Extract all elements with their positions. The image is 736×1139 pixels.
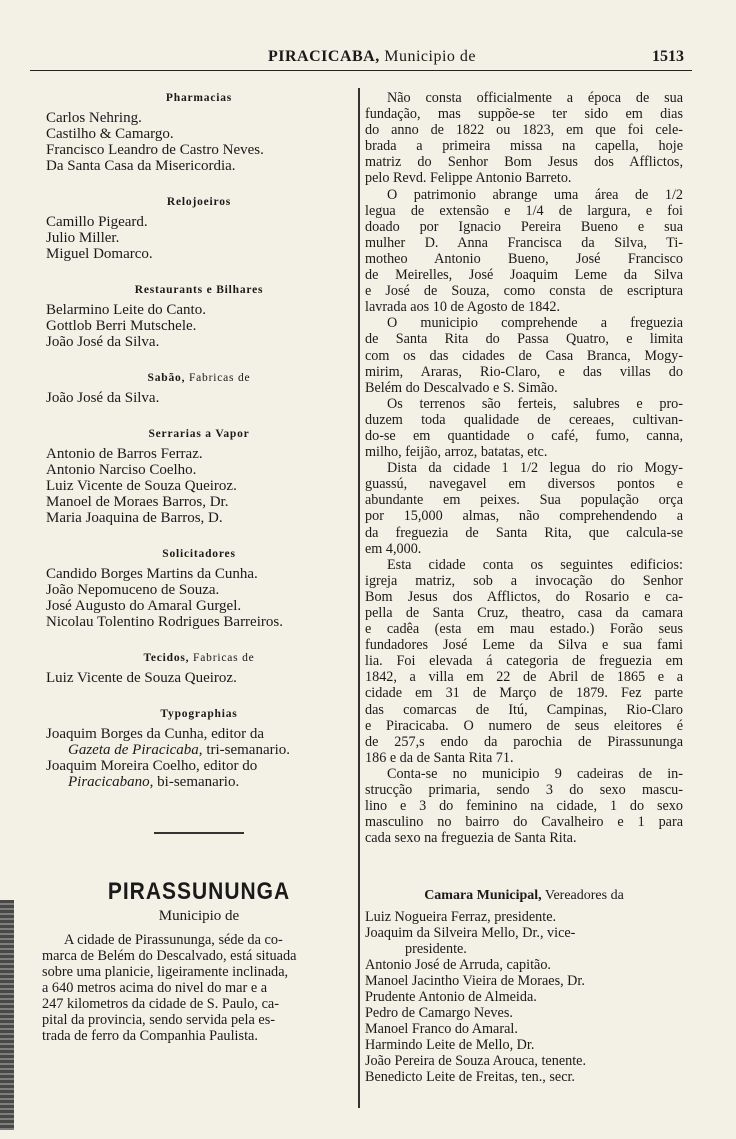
paragraph-line: cidade em 31 de Março de 1879. Fez parte — [365, 685, 683, 702]
paragraph-line: 1842, a villa em 22 de Abril de 1865 e a — [365, 669, 683, 686]
typographias-heading: Typographias — [160, 708, 238, 720]
paragraph-line: Esta cidade conta os seguintes edificios: — [387, 556, 683, 573]
list-item: Maria Joaquina de Barros, D. — [46, 510, 223, 526]
paragraph-line: igreja matriz, sob a invocação do Senhor — [365, 572, 683, 589]
camara-member: Joaquim da Silveira Mello, Dr., vice- — [365, 924, 576, 941]
paragraph-line: do anno de 1822 ou 1823, em que foi cele- — [365, 122, 683, 139]
list-item: Da Santa Casa da Misericordia. — [46, 158, 236, 174]
restaurants-heading: Restaurants e Bilhares — [134, 284, 264, 296]
pirassununga-paragraph — [42, 932, 352, 1044]
list-item: Candido Borges Martins da Cunha. — [46, 566, 258, 582]
right-column — [365, 90, 683, 1086]
paragraph-line: e cadêa (esta em mau estado.) Forão seus — [365, 621, 683, 638]
paragraph-line: O municipio comprehende a freguezia — [387, 315, 683, 332]
paragraph-line: de 257,s endo da parochia de Pirassununga — [365, 733, 683, 750]
paragraph-line: pella de Santa Cruz, theatro, casa da camara — [365, 605, 683, 621]
camara-members — [365, 909, 683, 1086]
paragraph-line: lavrada aos 10 de Agosto de 1842. — [365, 299, 561, 316]
paragraph-line: Os terrenos são ferteis, salubres e pro- — [387, 395, 683, 412]
paragraph-line: Não consta officialmente a época de sua — [387, 90, 683, 106]
paragraph-line: Dista da cidade 1 1/2 legua do rio Mogy- — [387, 460, 683, 477]
paragraph-line: cada sexo na freguezia de Santa Rita. — [365, 830, 577, 847]
paragraph-line: strucção primaria, sendo 3 do sexo mascu- — [365, 782, 683, 799]
camara-member: presidente. — [405, 940, 467, 957]
paragraph-line: duzem toda qualidade de cereaes, cultivan- — [365, 411, 683, 428]
camara-member: Prudente Antonio de Almeida. — [365, 988, 537, 1005]
camara-member: Antonio José de Arruda, capitão. — [365, 956, 551, 973]
paragraph-line: Bom Jesus dos Afflictos, do Rosario e ca- — [365, 588, 683, 605]
sabao-heading: Sabão, Fabricas de — [147, 372, 251, 384]
list-item: Carlos Nehring. — [46, 110, 142, 126]
list-item: João José da Silva. — [46, 390, 160, 406]
paragraph-line: motheo Antonio Bueno, José Francisco — [365, 250, 683, 267]
list-item: Camillo Pigeard. — [46, 214, 148, 230]
list-item: João José da Silva. — [46, 334, 160, 350]
list-item-continuation: Piracicabano, bi-semanario. — [68, 774, 240, 790]
paragraph-line: com os das cidades de Casa Branca, Mogy- — [365, 347, 683, 364]
list-item: João Nepomuceno de Souza. — [46, 582, 220, 598]
paragraph-line: sobre uma planicie, ligeiramente inclinada, — [42, 963, 289, 980]
history-paragraphs — [365, 90, 683, 846]
paragraph-line: masculino no bairro do Cavalheiro e 1 para — [365, 814, 683, 831]
camara-member: Manoel Jacintho Vieira de Moraes, Dr. — [365, 972, 585, 989]
solicitadores-heading: Solicitadores — [162, 548, 236, 560]
paragraph-line: mirim, Araras, Rio-Claro, e das villas do — [365, 363, 683, 380]
list-item-continuation: Gazeta de Piracicaba, tri-semanario. — [68, 742, 291, 758]
paragraph-line: pelo Revd. Felippe Antonio Barreto. — [365, 170, 572, 187]
list-item: Miguel Domarco. — [46, 246, 153, 262]
paragraph-line: 247 kilometros da cidade de S. Paulo, ca- — [42, 995, 280, 1012]
camara-member: Manoel Franco do Amaral. — [365, 1021, 518, 1038]
paragraph-line: guassú, navegavel em diversos pontos e — [365, 476, 683, 493]
paragraph-line: por 15,000 almas, não comprehendendo a — [365, 508, 683, 525]
paragraph-line: matriz do Senhor Bom Jesus dos Afflictos, — [365, 154, 683, 171]
list-item: Francisco Leandro de Castro Neves. — [46, 142, 264, 158]
camara-heading: Camara Municipal, Vereadores da — [424, 888, 624, 904]
paragraph-line: milho, feijão, arroz, batatas, etc. — [365, 444, 548, 461]
list-item: Gottlob Berri Mutschele. — [46, 318, 197, 334]
camara-member: Luiz Nogueira Ferraz, presidente. — [365, 908, 557, 925]
page-header — [30, 48, 692, 71]
paragraph-line: mulher D. Anna Francisca da Silva, Ti- — [365, 234, 683, 251]
relojoeiros-heading: Relojoeiros — [166, 196, 232, 208]
left-column — [42, 90, 352, 1044]
paragraph-line: em 4,000. — [365, 540, 422, 557]
paragraph-line: Belém do Descalvado e S. Simão. — [365, 379, 558, 396]
list-item: Joaquim Borges da Cunha, editor da — [46, 726, 265, 742]
list-item: Antonio de Barros Ferraz. — [46, 446, 203, 462]
paragraph-line: legua de extensão e 1/4 de largura, e foi — [365, 202, 683, 219]
paragraph-line: A cidade de Pirassununga, séde da co- — [64, 931, 283, 948]
list-item: Joaquim Moreira Coelho, editor do — [46, 758, 258, 774]
list-item: Belarmino Leite do Canto. — [46, 302, 206, 318]
paragraph-line: 186 e da de Santa Rita 71. — [365, 749, 514, 766]
paragraph-line: marca de Belém do Descalvado, está situada — [42, 947, 297, 964]
list-item: Castilho & Camargo. — [46, 126, 174, 142]
paragraph-line: e José de Souza, como consta de escriptura — [365, 283, 683, 300]
list-item: Luiz Vicente de Souza Queiroz. — [46, 478, 237, 494]
serrarias-heading: Serrarias a Vapor — [148, 428, 250, 440]
pharmacias-heading: Pharmacias — [165, 92, 233, 104]
paragraph-line: de Santa Rita do Passa Quatro, e limita — [365, 331, 683, 348]
paragraph-line: e Piracicaba. O numero de seus eleitores é — [365, 717, 683, 734]
scan-edge-strip — [0, 900, 14, 1130]
paragraph-line: trada de ferro da Companhia Paulista. — [42, 1027, 258, 1044]
paragraph-line: abundante em peixes. Sua população orça — [365, 492, 683, 509]
list-item: Manoel de Moraes Barros, Dr. — [46, 494, 229, 510]
camara-member: Harmindo Leite de Mello, Dr. — [365, 1037, 535, 1054]
paragraph-line: a 640 metros acima do nivel do mar e a — [42, 979, 268, 996]
page-title: PIRACICABA, Municipio de — [268, 48, 476, 65]
column-divider — [358, 88, 360, 1108]
list-item: Luiz Vicente de Souza Queiroz. — [46, 670, 237, 686]
list-item: Antonio Narciso Coelho. — [46, 462, 197, 478]
paragraph-line: pital da provincia, sendo servida pela es- — [42, 1011, 276, 1028]
tecidos-heading: Tecidos, Fabricas de — [143, 652, 255, 664]
camara-member: João Pereira de Souza Arouca, tenente. — [365, 1053, 587, 1070]
paragraph-line: fundação, mas suppõe-se ter sido em dias — [365, 106, 683, 123]
paragraph-line: lino e 3 do feminino na cidade, 1 do sexo — [365, 798, 683, 815]
paragraph-line: das comarcas de Itú, Campinas, Rio-Claro — [365, 701, 683, 718]
paragraph-line: fundadores José Leme da Silva e sua fami — [365, 637, 683, 654]
camara-member: Pedro de Camargo Neves. — [365, 1005, 513, 1022]
list-item: Nicolau Tolentino Rodrigues Barreiros. — [46, 614, 283, 630]
paragraph-line: de Meirelles, José Joaquim Leme da Silva — [365, 267, 683, 284]
paragraph-line: brada a primeira missa na capella, hoje — [365, 138, 683, 155]
page-number: 1513 — [652, 48, 684, 65]
list-item: José Augusto do Amaral Gurgel. — [46, 598, 242, 614]
paragraph-line: da freguezia de Santa Rita, que calcula-se — [365, 524, 683, 541]
paragraph-line: O patrimonio abrange uma área de 1/2 — [387, 186, 683, 203]
paragraph-line: Conta-se no municipio 9 cadeiras de in- — [387, 765, 683, 782]
paragraph-line: lia. Foi elevada á categoria de freguezia em — [365, 653, 683, 670]
paragraph-line: doado por Ignacio Pereira Bueno e sua — [365, 218, 683, 235]
pirassununga-title: PIRASSUNUNGA — [107, 877, 291, 905]
camara-member: Benedicto Leite de Freitas, ten., secr. — [365, 1069, 575, 1086]
pirassununga-subtitle: Municipio de — [158, 907, 240, 924]
paragraph-line: do-se em quantidade o café, fumo, canna, — [365, 427, 683, 444]
section-separator — [154, 832, 244, 834]
list-item: Julio Miller. — [46, 230, 120, 246]
